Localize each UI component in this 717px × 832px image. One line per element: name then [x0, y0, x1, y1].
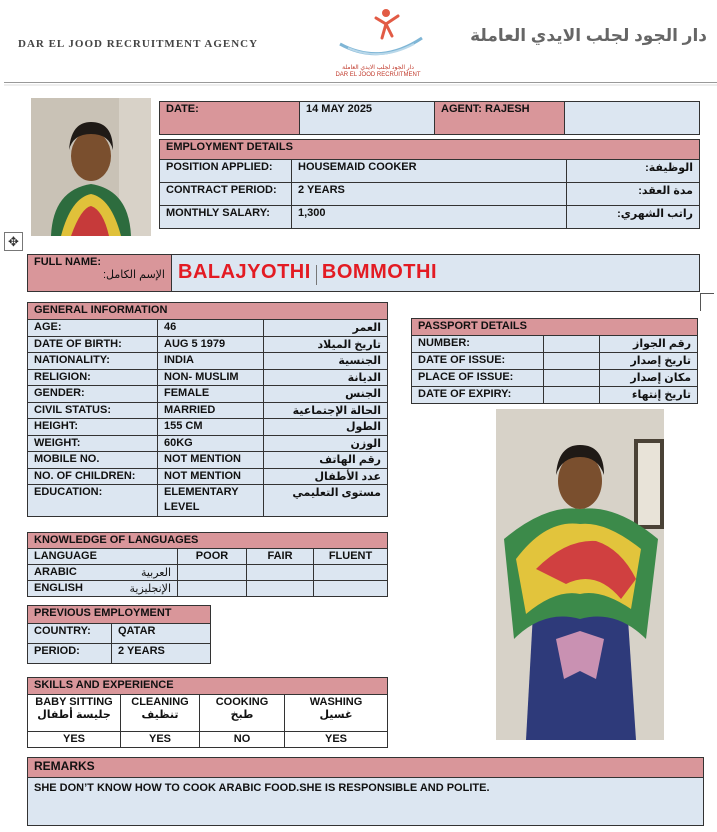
- skill-baby-sitting: [28, 695, 121, 732]
- contract-label: CONTRACT PERIOD:: [160, 183, 292, 206]
- position-label: POSITION APPLIED:: [160, 160, 292, 183]
- weight-label: WEIGHT:: [28, 435, 158, 452]
- lang-arabic: ARABIC: [34, 566, 77, 578]
- civil-status-label-ar: الحالة الإجتماعية: [264, 402, 388, 419]
- applicant-photo-full: [496, 409, 664, 740]
- skill-washing-value: YES: [285, 732, 388, 748]
- skill-washing-ar: غسيل: [319, 709, 353, 721]
- gender-value: FEMALE: [158, 386, 264, 403]
- previous-title: PREVIOUS EMPLOYMENT: [28, 606, 211, 624]
- dob-label-ar: تاريخ الميلاد: [264, 336, 388, 353]
- passport-number-label-ar: رقم الجواز: [600, 336, 698, 353]
- salary-label: MONTHLY SALARY:: [160, 206, 292, 229]
- full-name-label-ar: الإسم الكامل:: [102, 269, 165, 281]
- education-value-line1: ELEMENTARY: [164, 486, 239, 498]
- education-value-cell: [158, 485, 264, 517]
- weight-label-ar: الوزن: [264, 435, 388, 452]
- children-label-ar: عدد الأطفال: [264, 468, 388, 485]
- mobile-label-ar: رقم الهاتف: [264, 452, 388, 469]
- dob-label: DATE OF BIRTH:: [28, 336, 158, 353]
- lang-header-poor: POOR: [178, 549, 247, 565]
- prev-country-value: QATAR: [112, 624, 211, 644]
- arabic-fair: [247, 565, 314, 581]
- previous-employment-table: [27, 605, 211, 664]
- civil-status-label: CIVIL STATUS:: [28, 402, 158, 419]
- issue-date-label-ar: تاريخ إصدار: [600, 353, 698, 370]
- agency-logo: [330, 4, 430, 64]
- remarks-title: REMARKS: [28, 758, 704, 778]
- skill-cooking-en: COOKING: [215, 696, 269, 708]
- education-value-line2: LEVEL: [164, 501, 200, 513]
- skill-cooking: [200, 695, 285, 732]
- skill-cleaning: [121, 695, 200, 732]
- lang-english: ENGLISH: [34, 582, 83, 594]
- religion-label-ar: الديانة: [264, 369, 388, 386]
- date-label: DATE:: [160, 102, 300, 135]
- salary-value: 1,300: [292, 206, 567, 229]
- issue-date-value: [544, 353, 600, 370]
- issue-date-label: DATE OF ISSUE:: [412, 353, 544, 370]
- mobile-value: NOT MENTION: [158, 452, 264, 469]
- full-name-value-cell: [172, 255, 700, 292]
- height-label-ar: الطول: [264, 419, 388, 436]
- skill-cleaning-ar: تنظيف: [141, 709, 179, 721]
- age-label-ar: العمر: [264, 320, 388, 337]
- lang-arabic-ar: العربية: [140, 567, 171, 579]
- full-name-label: FULL NAME:: [34, 256, 102, 268]
- skill-baby-sitting-ar: جليسة أطفال: [37, 709, 111, 721]
- first-name: BALAJYOTHI: [178, 261, 311, 283]
- full-name-table: [27, 254, 700, 292]
- move-handle-icon[interactable]: ✥: [4, 232, 23, 251]
- passport-details-table: [411, 318, 698, 404]
- arabic-fluent: [314, 565, 388, 581]
- skills-title: SKILLS AND EXPERIENCE: [28, 678, 388, 695]
- height-value: 155 CM: [158, 419, 264, 436]
- issue-place-value: [544, 370, 600, 387]
- last-name: BOMMOTHI: [321, 261, 438, 283]
- children-label: NO. OF CHILDREN:: [28, 468, 158, 485]
- civil-status-value: MARRIED: [158, 402, 264, 419]
- religion-label: RELIGION:: [28, 369, 158, 386]
- prev-period-label: PERIOD:: [28, 644, 112, 664]
- logo-text-ar: دار الجود لجلب الايدي العاملة: [342, 65, 414, 71]
- lang-arabic-cell: [28, 565, 178, 581]
- page-corner-mark: [700, 293, 714, 311]
- lang-header-fair: FAIR: [247, 549, 314, 565]
- lang-english-cell: [28, 581, 178, 597]
- full-name-label-cell: [28, 255, 172, 292]
- lang-english-ar: الإنجليزية: [129, 583, 171, 595]
- passport-number-label: NUMBER:: [412, 336, 544, 353]
- english-poor: [178, 581, 247, 597]
- remarks-text: SHE DON’T KNOW HOW TO COOK ARABIC FOOD.SHE IS RESPONSIBLE AND POLITE.: [28, 778, 704, 826]
- gender-label: GENDER:: [28, 386, 158, 403]
- prev-period-value: 2 YEARS: [112, 644, 211, 664]
- nationality-label-ar: الجنسية: [264, 353, 388, 370]
- header-divider-shadow: [4, 84, 717, 86]
- employment-title: EMPLOYMENT DETAILS: [160, 140, 700, 160]
- skills-table: [27, 677, 388, 748]
- arabic-poor: [178, 565, 247, 581]
- general-info-table: [27, 302, 388, 517]
- dob-value: AUG 5 1979: [158, 336, 264, 353]
- nationality-value: INDIA: [158, 353, 264, 370]
- lang-header-language: LANGUAGE: [28, 549, 178, 565]
- agent-label: AGENT: RAJESH: [435, 102, 565, 135]
- contract-label-ar: مدة العقد:: [567, 183, 700, 206]
- age-value: 46: [158, 320, 264, 337]
- issue-place-label-ar: مكان إصدار: [600, 370, 698, 387]
- prev-country-label: COUNTRY:: [28, 624, 112, 644]
- date-value: 14 MAY 2025: [300, 102, 435, 135]
- skill-washing: [285, 695, 388, 732]
- salary-label-ar: راتب الشهري:: [567, 206, 700, 229]
- lang-header-fluent: FLUENT: [314, 549, 388, 565]
- education-label: EDUCATION:: [28, 485, 158, 517]
- contract-value: 2 YEARS: [292, 183, 567, 206]
- agency-name-en: DAR EL JOOD RECRUITMENT AGENCY: [18, 38, 259, 50]
- mobile-label: MOBILE NO.: [28, 452, 158, 469]
- skill-washing-en: WASHING: [309, 696, 363, 708]
- languages-title: KNOWLEDGE OF LANGUAGES: [28, 533, 388, 549]
- skill-cleaning-en: CLEANING: [131, 696, 189, 708]
- nationality-label: NATIONALITY:: [28, 353, 158, 370]
- name-cursor-divider: [316, 265, 317, 285]
- header-divider: [4, 82, 717, 83]
- expiry-date-label-ar: تاريخ إنتهاء: [600, 387, 698, 404]
- english-fair: [247, 581, 314, 597]
- remarks-table: [27, 757, 704, 826]
- logo-text-en: DAR EL JOOD RECRUITMENT: [335, 72, 421, 78]
- skill-cooking-value: NO: [200, 732, 285, 748]
- employment-details-table: [159, 139, 700, 229]
- gender-label-ar: الجنس: [264, 386, 388, 403]
- english-fluent: [314, 581, 388, 597]
- height-label: HEIGHT:: [28, 419, 158, 436]
- issue-place-label: PLACE OF ISSUE:: [412, 370, 544, 387]
- agent-value: [565, 102, 700, 135]
- position-label-ar: الوظيفة:: [567, 160, 700, 183]
- skill-baby-sitting-en: BABY SITTING: [35, 696, 113, 708]
- agency-name-ar: دار الجود لجلب الايدي العاملة: [470, 26, 707, 45]
- skill-cleaning-value: YES: [121, 732, 200, 748]
- weight-value: 60KG: [158, 435, 264, 452]
- general-title: GENERAL INFORMATION: [28, 303, 388, 320]
- date-agent-table: [159, 101, 700, 135]
- applicant-photo-small: [31, 98, 151, 236]
- languages-table: [27, 532, 388, 597]
- age-label: AGE:: [28, 320, 158, 337]
- position-value: HOUSEMAID COOKER: [292, 160, 567, 183]
- expiry-date-label: DATE OF EXPIRY:: [412, 387, 544, 404]
- religion-value: NON- MUSLIM: [158, 369, 264, 386]
- expiry-date-value: [544, 387, 600, 404]
- children-value: NOT MENTION: [158, 468, 264, 485]
- passport-number-value: [544, 336, 600, 353]
- passport-title: PASSPORT DETAILS: [412, 319, 698, 336]
- education-label-ar: مستوى التعليمي: [264, 485, 388, 517]
- skill-baby-sitting-value: YES: [28, 732, 121, 748]
- skill-cooking-ar: طبخ: [230, 709, 254, 721]
